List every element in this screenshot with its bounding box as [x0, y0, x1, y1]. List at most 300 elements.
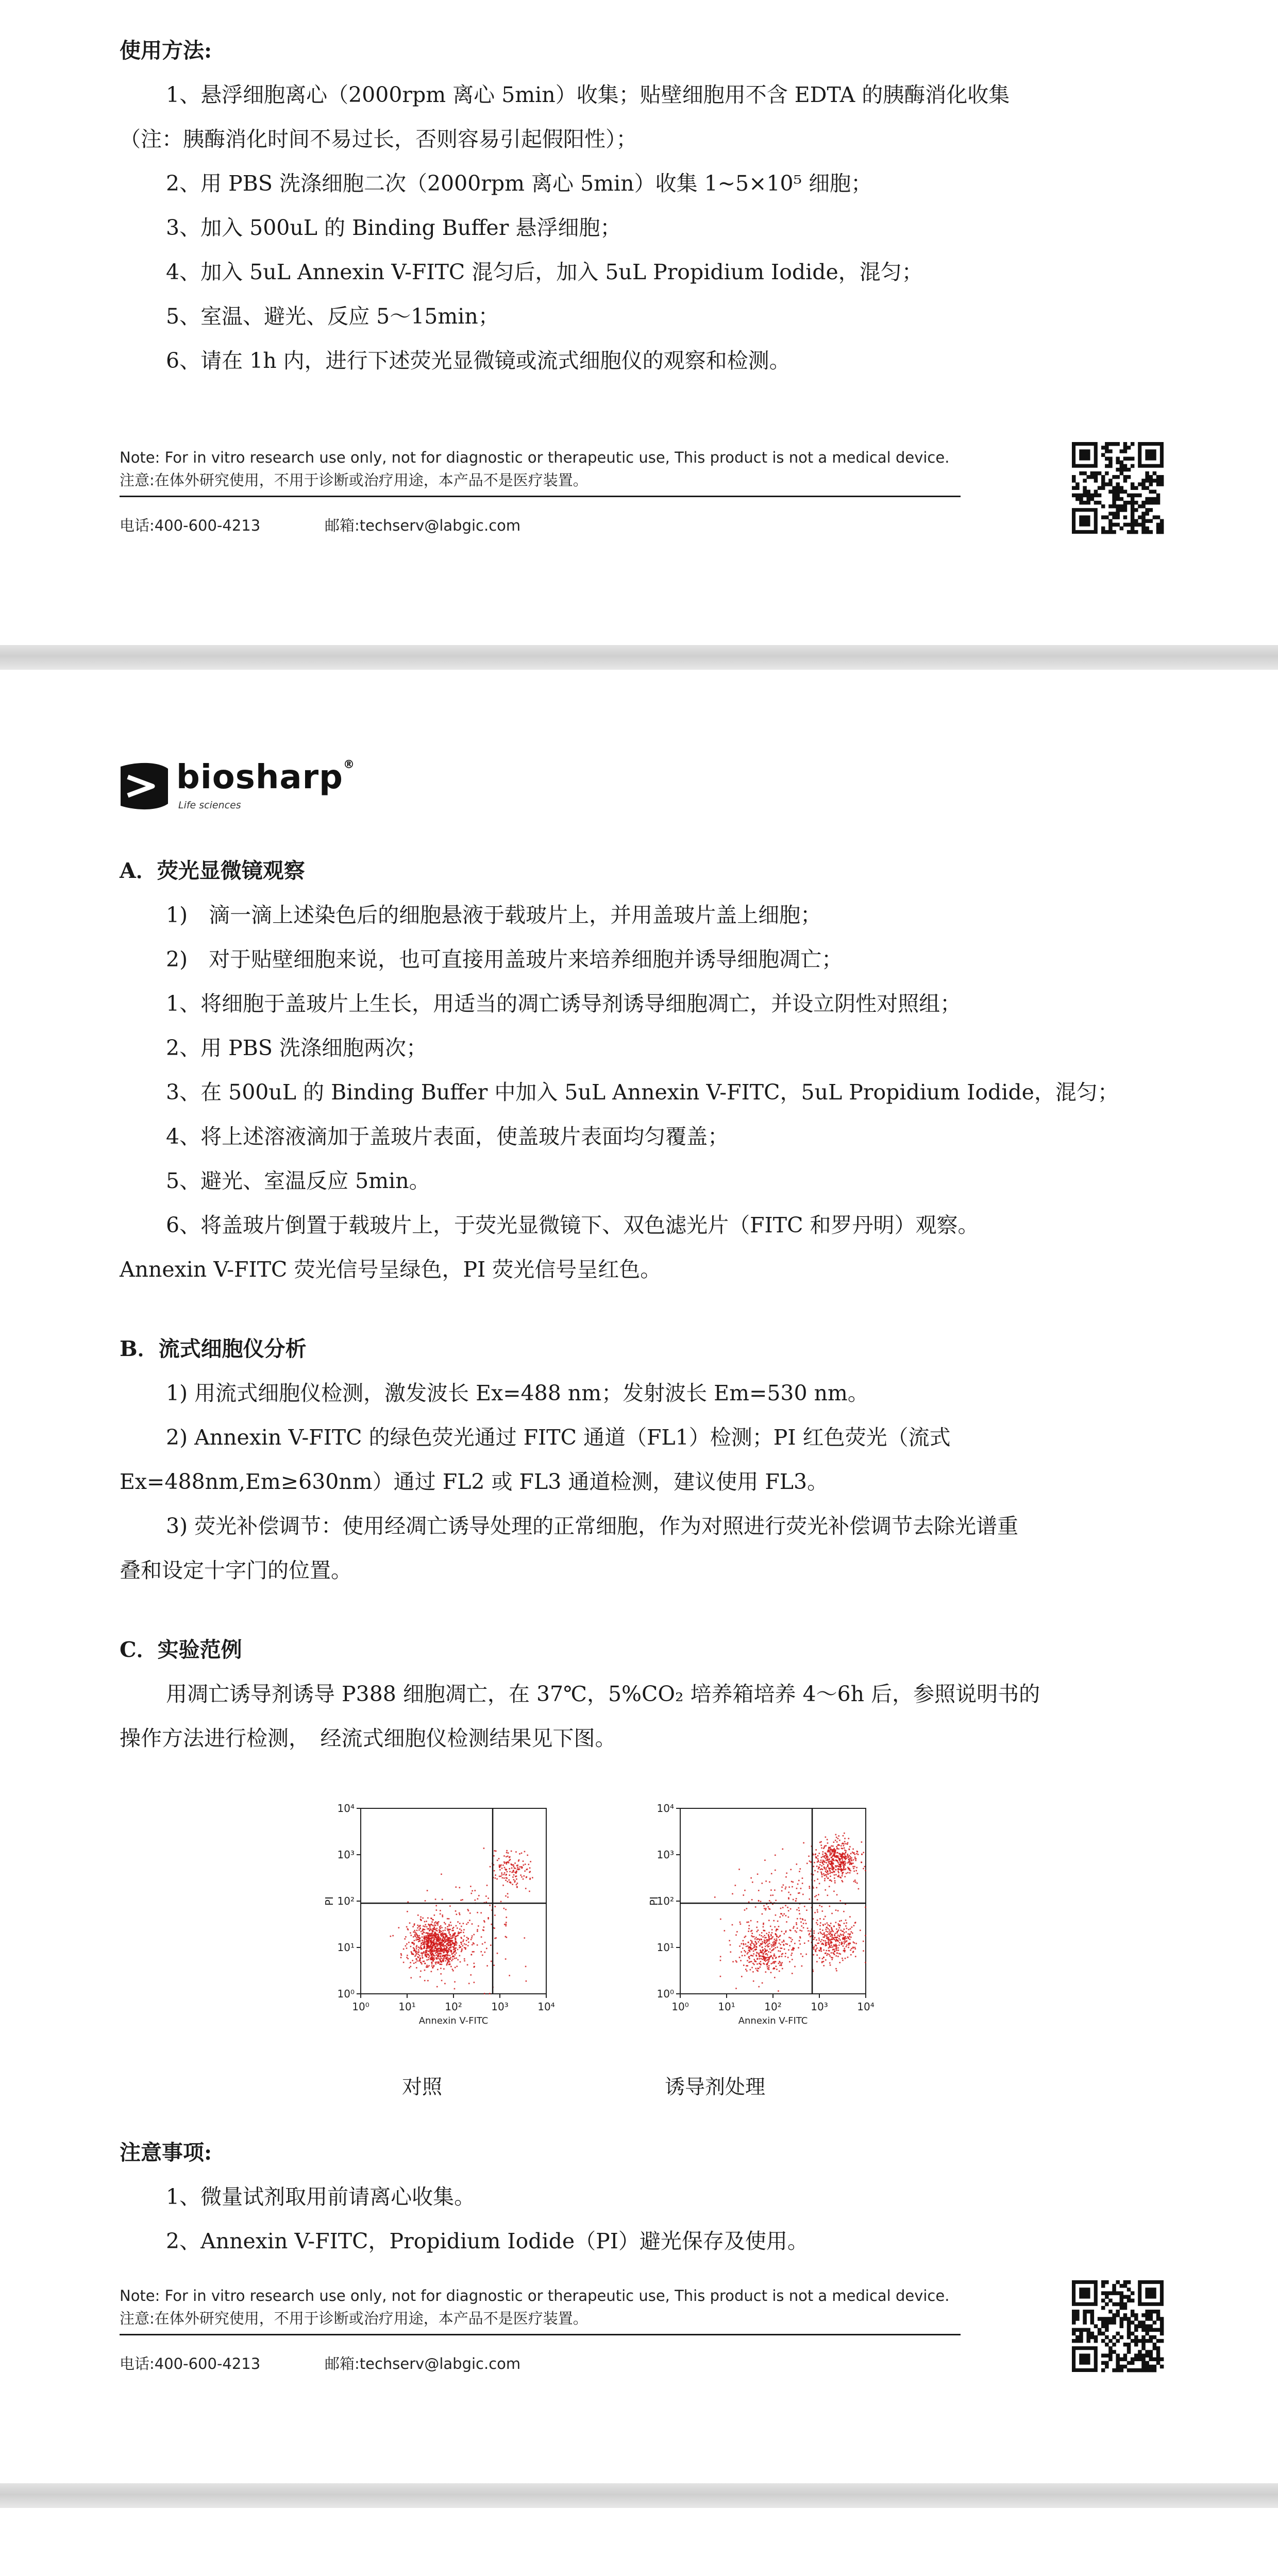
- cell-event-dot: [448, 1931, 450, 1933]
- cell-event-dot: [440, 1913, 441, 1915]
- notes-title: 注意事项:: [120, 2140, 212, 2165]
- cell-event-dot: [504, 1924, 506, 1925]
- cell-event-dot: [742, 1955, 743, 1957]
- cell-event-dot: [833, 1867, 834, 1868]
- cell-event-dot: [422, 1955, 423, 1957]
- cell-event-dot: [751, 1961, 752, 1962]
- cell-event-dot: [521, 1876, 523, 1878]
- cell-event-dot: [424, 1921, 426, 1923]
- cell-event-dot: [761, 1935, 762, 1937]
- cell-event-dot: [835, 1909, 837, 1911]
- cell-event-dot: [455, 1967, 456, 1969]
- usage-step: 1、悬浮细胞离心（2000rpm 离心 5min）收集；贴壁细胞用不含 EDTA 的胰酶消化收集: [166, 82, 1010, 107]
- cell-event-dot: [777, 1921, 779, 1922]
- cell-event-dot: [863, 1852, 864, 1853]
- cell-event-dot: [764, 1948, 766, 1950]
- cell-event-dot: [739, 1922, 741, 1923]
- cell-event-dot: [430, 1942, 432, 1944]
- cell-event-dot: [819, 1928, 821, 1930]
- cell-event-dot: [413, 1936, 414, 1938]
- cell-event-dot: [794, 1966, 796, 1968]
- cell-event-dot: [817, 1855, 819, 1857]
- section-a-line: 6、将盖玻片倒置于载玻片上，于荧光显微镜下、双色滤光片（FITC 和罗丹明）观察。: [166, 1213, 979, 1238]
- cell-event-dot: [820, 1869, 821, 1870]
- cell-event-dot: [829, 1962, 831, 1964]
- cell-event-dot: [837, 1838, 839, 1839]
- cell-event-dot: [494, 1914, 496, 1916]
- cell-event-dot: [826, 1867, 827, 1869]
- cell-event-dot: [415, 1939, 417, 1941]
- cell-event-dot: [840, 1934, 842, 1935]
- cell-event-dot: [788, 1887, 790, 1888]
- cell-event-dot: [755, 1906, 756, 1908]
- cell-event-dot: [778, 1950, 779, 1952]
- cell-event-dot: [809, 1888, 811, 1889]
- cell-event-dot: [508, 1852, 509, 1854]
- cell-event-dot: [435, 1921, 436, 1923]
- section-a-line: 2) 对于贴壁细胞来说，也可直接用盖玻片来培养细胞并诱导细胞凋亡；: [166, 947, 843, 972]
- cell-event-dot: [460, 1937, 462, 1938]
- cell-event-dot: [770, 1889, 772, 1891]
- cell-event-dot: [417, 1936, 418, 1937]
- cell-event-dot: [778, 1990, 779, 1992]
- cell-event-dot: [440, 1938, 441, 1939]
- cell-event-dot: [825, 1943, 827, 1944]
- cell-event-dot: [455, 1938, 456, 1939]
- cell-event-dot: [857, 1873, 859, 1874]
- cell-event-dot: [780, 1908, 782, 1909]
- cell-event-dot: [796, 1922, 797, 1924]
- cell-event-dot: [516, 1878, 517, 1880]
- cell-event-dot: [459, 1945, 460, 1946]
- cell-event-dot: [839, 1864, 840, 1866]
- cell-event-dot: [847, 1854, 849, 1855]
- cell-event-dot: [761, 1932, 763, 1934]
- cell-event-dot: [820, 1859, 822, 1861]
- cell-event-dot: [425, 1900, 426, 1902]
- cell-event-dot: [783, 1885, 784, 1886]
- footer-divider: [120, 2334, 961, 2335]
- cell-event-dot: [856, 1883, 858, 1884]
- cell-event-dot: [469, 1912, 471, 1914]
- y-tick-label: 10⁰: [657, 1988, 674, 2000]
- cell-event-dot: [847, 1842, 849, 1844]
- cell-event-dot: [790, 1930, 792, 1931]
- cell-event-dot: [760, 1943, 762, 1944]
- cell-event-dot: [768, 1940, 770, 1942]
- cell-event-dot: [448, 1918, 450, 1920]
- cell-event-dot: [424, 1936, 425, 1937]
- cell-event-dot: [418, 1950, 419, 1951]
- cell-event-dot: [844, 1941, 845, 1943]
- cell-event-dot: [449, 1961, 450, 1963]
- cell-event-dot: [521, 1853, 523, 1854]
- cell-event-dot: [787, 1957, 789, 1958]
- cell-event-dot: [781, 1947, 783, 1949]
- cell-event-dot: [433, 1937, 435, 1939]
- cell-event-dot: [762, 1941, 763, 1943]
- cell-event-dot: [823, 1934, 825, 1935]
- cell-event-dot: [524, 1875, 525, 1877]
- cell-event-dot: [452, 1955, 454, 1957]
- cell-event-dot: [815, 1849, 817, 1851]
- cell-event-dot: [820, 1941, 821, 1942]
- cell-event-dot: [845, 1843, 847, 1844]
- cell-event-dot: [466, 1940, 467, 1941]
- cell-event-dot: [463, 1923, 464, 1924]
- footer-phone: 电话:400-600-4213: [120, 517, 261, 534]
- cell-event-dot: [834, 1948, 835, 1950]
- cell-event-dot: [849, 1936, 850, 1938]
- cell-event-dot: [843, 1856, 845, 1858]
- cell-event-dot: [516, 1884, 517, 1886]
- cell-event-dot: [837, 1876, 839, 1877]
- cell-event-dot: [787, 1907, 788, 1908]
- cell-event-dot: [801, 1930, 802, 1932]
- cell-event-dot: [751, 1967, 753, 1969]
- cell-event-dot: [828, 1937, 829, 1938]
- section-b-line: 2) Annexin V-FITC 的绿色荧光通过 FITC 通道（FL1）检测；PI 红色荧光（流式: [166, 1425, 951, 1450]
- cell-event-dot: [515, 1851, 517, 1853]
- cell-event-dot: [796, 1863, 798, 1865]
- cell-event-dot: [806, 1909, 808, 1911]
- cell-event-dot: [423, 1952, 425, 1954]
- cell-event-dot: [507, 1893, 509, 1894]
- cell-event-dot: [790, 1908, 792, 1910]
- y-tick-label: 10³: [337, 1849, 355, 1861]
- cell-event-dot: [815, 1950, 816, 1952]
- cell-event-dot: [528, 1864, 529, 1866]
- cell-event-dot: [861, 1841, 863, 1843]
- cell-event-dot: [771, 1946, 772, 1948]
- cell-event-dot: [781, 1913, 782, 1915]
- cell-event-dot: [830, 1850, 831, 1851]
- cell-event-dot: [459, 1955, 461, 1957]
- cell-event-dot: [442, 1916, 444, 1918]
- cell-event-dot: [433, 1965, 435, 1967]
- cell-event-dot: [470, 1954, 472, 1956]
- cell-event-dot: [444, 1922, 445, 1923]
- cell-event-dot: [834, 1937, 835, 1938]
- cell-event-dot: [837, 1947, 839, 1949]
- cell-event-dot: [451, 1960, 452, 1961]
- cell-event-dot: [735, 1935, 737, 1936]
- cell-event-dot: [761, 1939, 762, 1941]
- cell-event-dot: [844, 1833, 845, 1834]
- section-a-line: 5、避光、室温反应 5min。: [166, 1168, 430, 1193]
- cell-event-dot: [769, 1900, 770, 1902]
- cell-event-dot: [735, 1885, 736, 1886]
- cell-event-dot: [464, 1935, 465, 1937]
- cell-event-dot: [836, 1860, 837, 1861]
- cell-event-dot: [431, 1955, 433, 1956]
- cell-event-dot: [831, 1952, 832, 1954]
- cell-event-dot: [838, 1866, 839, 1868]
- cell-event-dot: [842, 1875, 843, 1877]
- cell-event-dot: [746, 1965, 747, 1967]
- cell-event-dot: [443, 1936, 444, 1937]
- cell-event-dot: [834, 1951, 835, 1953]
- cell-event-dot: [414, 1934, 416, 1935]
- cell-event-dot: [838, 1848, 839, 1850]
- cell-event-dot: [768, 1965, 770, 1967]
- cell-event-dot: [445, 1940, 446, 1941]
- cell-event-dot: [773, 1941, 775, 1942]
- cell-event-dot: [434, 1933, 435, 1935]
- cell-event-dot: [499, 1869, 501, 1871]
- cell-event-dot: [768, 1957, 770, 1959]
- cell-event-dot: [472, 1890, 473, 1892]
- cell-event-dot: [832, 1869, 833, 1870]
- cell-event-dot: [518, 1868, 519, 1870]
- cell-event-dot: [775, 1914, 777, 1916]
- cell-event-dot: [750, 1920, 752, 1922]
- cell-event-dot: [411, 1942, 413, 1943]
- cell-event-dot: [427, 1928, 428, 1930]
- cell-event-dot: [755, 1948, 757, 1950]
- cell-event-dot: [448, 1945, 449, 1946]
- cell-event-dot: [754, 1960, 756, 1962]
- cell-event-dot: [822, 1851, 824, 1853]
- cell-event-dot: [773, 1945, 775, 1947]
- cell-event-dot: [849, 1858, 851, 1859]
- cell-event-dot: [418, 1935, 420, 1937]
- cell-event-dot: [781, 1941, 783, 1943]
- cell-event-dot: [764, 1908, 765, 1909]
- cell-event-dot: [837, 1956, 839, 1957]
- cell-event-dot: [805, 1923, 807, 1924]
- cell-event-dot: [425, 1963, 426, 1964]
- cell-event-dot: [434, 1955, 435, 1957]
- cell-event-dot: [835, 1874, 837, 1875]
- cell-event-dot: [813, 1948, 815, 1950]
- cell-event-dot: [420, 1962, 422, 1963]
- cell-event-dot: [788, 1897, 789, 1899]
- cell-event-dot: [831, 1931, 832, 1933]
- cell-event-dot: [424, 1929, 426, 1930]
- cell-event-dot: [449, 1944, 451, 1946]
- cell-event-dot: [840, 1845, 842, 1846]
- cell-event-dot: [753, 1964, 755, 1965]
- cell-event-dot: [426, 1935, 427, 1937]
- cell-event-dot: [450, 1922, 451, 1923]
- y-axis-label: PI: [648, 1896, 660, 1906]
- cell-event-dot: [785, 1930, 787, 1932]
- cell-event-dot: [829, 1862, 830, 1864]
- cell-event-dot: [412, 1960, 413, 1961]
- cell-event-dot: [412, 1926, 414, 1927]
- cell-event-dot: [773, 1920, 775, 1922]
- cell-event-dot: [439, 1944, 440, 1945]
- cell-event-dot: [452, 1946, 453, 1947]
- cell-event-dot: [503, 1855, 505, 1857]
- cell-event-dot: [436, 1940, 438, 1941]
- cell-event-dot: [785, 1956, 786, 1957]
- cell-event-dot: [480, 1951, 482, 1953]
- cell-event-dot: [398, 1927, 400, 1928]
- cell-event-dot: [512, 1884, 513, 1885]
- cell-event-dot: [826, 1950, 827, 1952]
- cell-event-dot: [455, 1936, 456, 1937]
- cell-event-dot: [744, 1909, 746, 1911]
- cell-event-dot: [771, 1873, 772, 1874]
- cell-event-dot: [745, 1943, 747, 1945]
- cell-event-dot: [834, 1852, 835, 1853]
- cell-event-dot: [421, 1945, 422, 1946]
- cell-event-dot: [781, 1956, 783, 1957]
- cell-event-dot: [435, 1943, 436, 1944]
- cell-event-dot: [847, 1855, 849, 1856]
- section-c-title: C．实验范例: [120, 1637, 242, 1662]
- cell-event-dot: [744, 1950, 745, 1952]
- cell-event-dot: [413, 1931, 414, 1933]
- section-b-line: Ex=488nm,Em≥630nm）通过 FL2 或 FL3 通道检测，建议使用 FL3。: [120, 1469, 829, 1494]
- cell-event-dot: [431, 1962, 433, 1963]
- cell-event-dot: [825, 1858, 827, 1859]
- cell-event-dot: [815, 1853, 816, 1855]
- cell-event-dot: [477, 1944, 478, 1946]
- cell-event-dot: [431, 1957, 432, 1958]
- cell-event-dot: [791, 1941, 792, 1942]
- cell-event-dot: [767, 1943, 769, 1945]
- cell-event-dot: [831, 1865, 833, 1867]
- cell-event-dot: [490, 1944, 492, 1946]
- cell-event-dot: [815, 1856, 817, 1858]
- cell-event-dot: [762, 1959, 763, 1960]
- cell-event-dot: [427, 1946, 428, 1947]
- cell-event-dot: [770, 1926, 771, 1927]
- cell-event-dot: [421, 1920, 422, 1921]
- page-separator: [0, 2483, 1278, 2508]
- cell-event-dot: [838, 1859, 840, 1860]
- cell-event-dot: [850, 1950, 851, 1951]
- cell-event-dot: [854, 1854, 856, 1855]
- cell-event-dot: [495, 1937, 497, 1939]
- cell-event-dot: [753, 1936, 755, 1938]
- cell-event-dot: [843, 1843, 845, 1845]
- cell-event-dot: [453, 1953, 455, 1954]
- cell-event-dot: [830, 1872, 832, 1873]
- cell-event-dot: [773, 1948, 775, 1950]
- cell-event-dot: [527, 1855, 528, 1856]
- cell-event-dot: [455, 1933, 456, 1934]
- cell-event-dot: [519, 1853, 520, 1855]
- cell-event-dot: [748, 1961, 750, 1963]
- cell-event-dot: [837, 1941, 839, 1942]
- cell-event-dot: [826, 1936, 828, 1937]
- cell-event-dot: [486, 1948, 487, 1950]
- cell-event-dot: [422, 1918, 424, 1919]
- cell-event-dot: [835, 1869, 836, 1871]
- cell-event-dot: [836, 1894, 838, 1895]
- cell-event-dot: [828, 1933, 830, 1935]
- cell-event-dot: [482, 1929, 484, 1931]
- cell-event-dot: [442, 1914, 443, 1916]
- cell-event-dot: [769, 1882, 770, 1883]
- cell-event-dot: [770, 1934, 772, 1936]
- cell-event-dot: [497, 1953, 498, 1954]
- cell-event-dot: [748, 1947, 750, 1948]
- cell-event-dot: [751, 1930, 753, 1931]
- cell-event-dot: [443, 1943, 444, 1945]
- cell-event-dot: [414, 1940, 415, 1941]
- cell-event-dot: [814, 1946, 815, 1948]
- cell-event-dot: [779, 1961, 780, 1962]
- cell-event-dot: [775, 1942, 777, 1944]
- cell-event-dot: [822, 1856, 824, 1857]
- cell-event-dot: [447, 1962, 448, 1963]
- cell-event-dot: [456, 1941, 457, 1942]
- cell-event-dot: [449, 1955, 451, 1956]
- cell-event-dot: [756, 1953, 758, 1954]
- cell-event-dot: [814, 1862, 815, 1863]
- cell-event-dot: [447, 1951, 449, 1953]
- cell-event-dot: [437, 1969, 439, 1971]
- cell-event-dot: [813, 1866, 815, 1867]
- cell-event-dot: [452, 1928, 453, 1929]
- cell-event-dot: [852, 1859, 854, 1861]
- cell-event-dot: [830, 1868, 831, 1869]
- cell-event-dot: [792, 1939, 793, 1941]
- cell-event-dot: [422, 1942, 424, 1943]
- cell-event-dot: [791, 1953, 793, 1954]
- cell-event-dot: [507, 1871, 508, 1873]
- cell-event-dot: [427, 1933, 429, 1935]
- cell-event-dot: [856, 1853, 857, 1855]
- cell-event-dot: [842, 1881, 844, 1883]
- cell-event-dot: [827, 1851, 829, 1853]
- cell-event-dot: [477, 1912, 478, 1913]
- cell-event-dot: [500, 1876, 502, 1877]
- cell-event-dot: [473, 1967, 475, 1968]
- cell-event-dot: [765, 1880, 767, 1882]
- cell-event-dot: [529, 1867, 531, 1869]
- cell-event-dot: [746, 1946, 747, 1947]
- cell-event-dot: [441, 1933, 443, 1935]
- cell-event-dot: [823, 1846, 825, 1848]
- cell-event-dot: [774, 1889, 776, 1891]
- cell-event-dot: [441, 1927, 443, 1928]
- cell-event-dot: [820, 1922, 821, 1924]
- cell-event-dot: [426, 1967, 428, 1968]
- cell-event-dot: [838, 1923, 839, 1925]
- cell-event-dot: [442, 1956, 443, 1957]
- cell-event-dot: [743, 1944, 745, 1945]
- cell-event-dot: [803, 1923, 804, 1924]
- cell-event-dot: [435, 1941, 437, 1943]
- cell-event-dot: [850, 1862, 851, 1863]
- cell-event-dot: [820, 1931, 821, 1933]
- x-tick-label: 10⁴: [537, 2001, 555, 2013]
- cell-event-dot: [435, 1946, 436, 1947]
- cell-event-dot: [768, 1958, 770, 1960]
- cell-event-dot: [739, 1945, 741, 1947]
- cell-event-dot: [849, 1934, 851, 1935]
- cell-event-dot: [763, 1924, 764, 1925]
- cell-event-dot: [802, 1883, 803, 1884]
- cell-event-dot: [524, 1937, 525, 1939]
- cell-event-dot: [823, 1965, 825, 1967]
- cell-event-dot: [470, 1886, 472, 1887]
- cell-event-dot: [766, 1957, 767, 1959]
- cell-event-dot: [783, 1933, 785, 1935]
- cell-event-dot: [821, 1848, 822, 1849]
- cell-event-dot: [837, 1868, 839, 1870]
- cell-event-dot: [825, 1959, 827, 1961]
- cell-event-dot: [844, 1923, 845, 1924]
- cell-event-dot: [846, 1922, 847, 1924]
- cell-event-dot: [841, 1944, 843, 1945]
